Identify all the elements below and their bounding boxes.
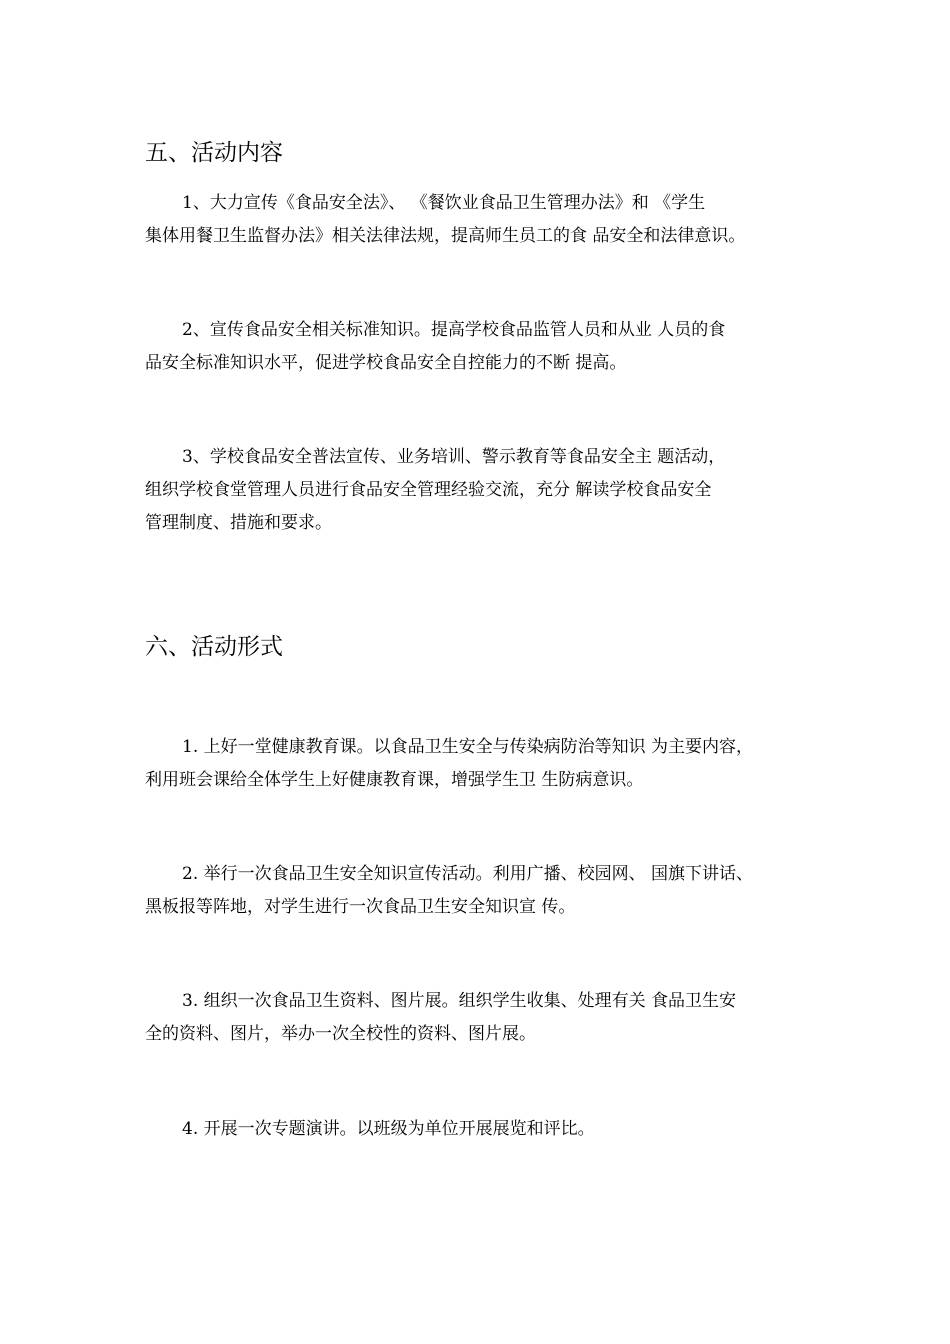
format-item-3-line-2: 全的资料、图片，举办一次全校性的资料、图片展。 (145, 1024, 536, 1044)
content-item-3-line-3: 管理制度、措施和要求。 (145, 513, 332, 533)
format-item-3 (145, 985, 820, 1051)
format-item-1 (145, 731, 820, 797)
section-heading-content: 五、活动内容 (145, 140, 283, 166)
format-item-1-line-1: 1. 上好一堂健康教育课。以食品卫生安全与传染病防治等知识 为主要内容， (182, 737, 754, 757)
format-item-4 (145, 1113, 820, 1146)
content-item-3 (145, 441, 820, 540)
content-item-1-line-1: 1、大力宣传《食品安全法》、 《餐饮业食品卫生管理办法》和 《学生 (182, 193, 706, 213)
content-item-2-line-1: 2、宣传食品安全相关标准知识。提高学校食品监管人员和从业 人员的食 (182, 320, 726, 340)
content-item-1 (145, 187, 820, 253)
content-item-1-line-2: 集体用餐卫生监督办法》相关法律法规，提高师生员工的食 品安全和法律意识。 (145, 226, 746, 246)
content-item-3-line-2: 组织学校食堂管理人员进行食品安全管理经验交流，充分 解读学校食品安全 (145, 480, 712, 500)
content-item-3-line-1: 3、学校食品安全普法宣传、业务培训、警示教育等食品安全主 题活动， (182, 447, 726, 467)
format-item-4-line-1: 4. 开展一次专题演讲。以班级为单位开展展览和评比。 (182, 1119, 595, 1139)
format-item-2-line-2: 黑板报等阵地，对学生进行一次食品卫生安全知识宣 传。 (145, 897, 576, 917)
format-item-2 (145, 858, 820, 924)
content-item-2-line-2: 品安全标准知识水平，促进学校食品安全自控能力的不断 提高。 (145, 353, 627, 373)
section-heading-format: 六、活动形式 (145, 634, 283, 660)
format-item-2-line-1: 2. 举行一次食品卫生安全知识宣传活动。利用广播、校园网、 国旗下讲话、 (182, 864, 754, 884)
format-item-3-line-1: 3. 组织一次食品卫生资料、图片展。组织学生收集、处理有关 食品卫生安 (182, 991, 737, 1011)
content-item-2 (145, 314, 820, 380)
format-item-1-line-2: 利用班会课给全体学生上好健康教育课，增强学生卫 生防病意识。 (145, 770, 644, 790)
